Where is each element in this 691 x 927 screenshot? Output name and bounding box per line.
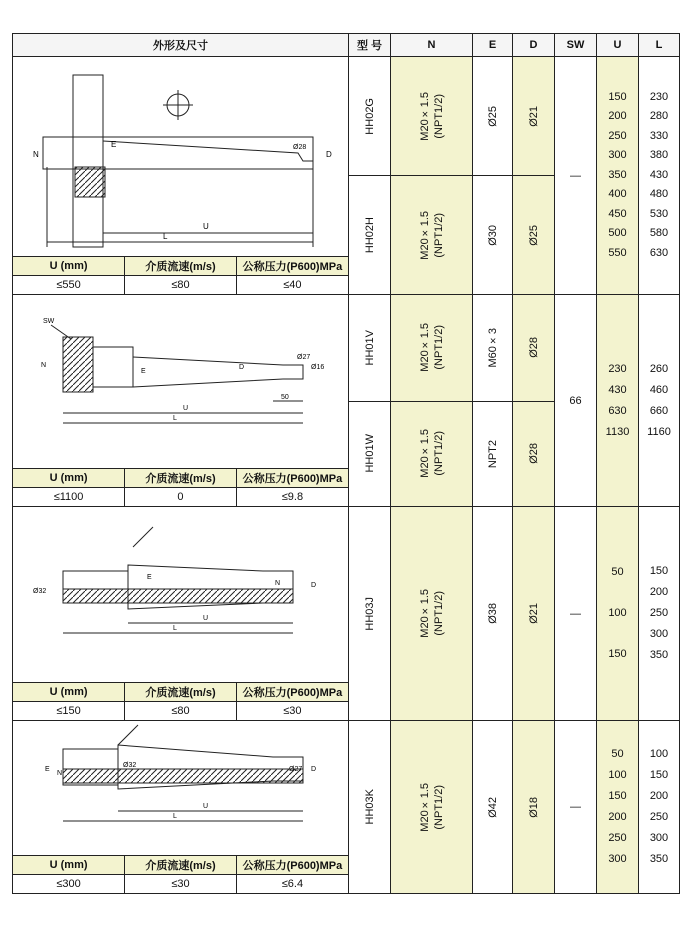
- section-3-l-list: [639, 561, 679, 666]
- section-3-l-cell: [639, 507, 680, 721]
- l-value: 630: [649, 246, 669, 259]
- l-value: 260: [649, 362, 669, 375]
- section-2-label-d27: Ø27: [297, 354, 311, 361]
- section-1-drawing: [13, 57, 347, 253]
- section-2-label-50: 50: [281, 394, 289, 401]
- section-1-label-u: U: [203, 222, 209, 231]
- l-value: 280: [649, 110, 669, 123]
- section-3-u-list: [597, 552, 638, 675]
- e-value: Ø38: [486, 603, 499, 624]
- d-cell: [513, 721, 555, 894]
- section-1-sw-cell: [555, 57, 597, 295]
- l-value: 200: [649, 586, 669, 598]
- section-4-l-cell: [639, 721, 680, 894]
- section-2-drawing: [13, 295, 347, 465]
- section-2-u-cell: [597, 295, 639, 507]
- n-cell: [391, 176, 473, 295]
- section-3-figure-cell: [13, 507, 349, 721]
- u-value: 300: [608, 853, 627, 865]
- u-value: 150: [608, 90, 627, 103]
- u-value: 1130: [605, 425, 630, 438]
- n-value: M20×1.5: [418, 323, 431, 373]
- section-4-sw-cell: [555, 721, 597, 894]
- section-4-spec-speed: ≤30: [125, 875, 237, 894]
- sub-header-speed: 介质流速(m/s): [125, 469, 237, 488]
- section-2-spec-speed: 0: [125, 488, 237, 507]
- l-value: 330: [649, 129, 669, 142]
- section-4-drawing: [13, 721, 347, 852]
- header-n: N: [391, 34, 473, 57]
- section-4-label-n: N: [57, 770, 63, 777]
- section-1-spec-speed: ≤80: [125, 276, 237, 295]
- n-cell: [391, 507, 473, 721]
- header-row: [13, 34, 680, 57]
- model-cell: [349, 57, 391, 176]
- l-value: 660: [649, 404, 669, 417]
- u-value: 50: [611, 566, 624, 578]
- u-value: 430: [608, 383, 627, 396]
- l-value: 430: [649, 168, 669, 181]
- section-1-sw: —: [570, 169, 581, 182]
- sub-header-u: U (mm): [13, 856, 125, 875]
- l-value: 200: [649, 790, 669, 802]
- section-4-sw: —: [570, 801, 581, 813]
- section-4-u-cell: [597, 721, 639, 894]
- model-code: HH03K: [363, 789, 376, 825]
- model-cell: [349, 295, 391, 402]
- section-2-label-sw: SW: [43, 318, 55, 325]
- l-value: 300: [649, 628, 669, 640]
- section-3-label-d: D: [311, 582, 317, 589]
- l-value: 250: [649, 607, 669, 619]
- section-3-u-cell: [597, 507, 639, 721]
- header-l: L: [639, 34, 680, 57]
- model-code: HH01W: [363, 434, 376, 473]
- sub-header-u: U (mm): [13, 683, 125, 702]
- model-cell: [349, 721, 391, 894]
- section-4-u-list: [597, 744, 638, 870]
- section-4-label-l: L: [173, 813, 177, 820]
- l-value: 350: [649, 853, 669, 865]
- d-value: Ø21: [527, 603, 540, 624]
- section-2-spec-table: [13, 468, 348, 506]
- section-1-spec-table: [13, 256, 348, 294]
- l-value: 1160: [647, 425, 671, 438]
- section-2-label-l: L: [173, 415, 177, 422]
- section-4-l-list: [639, 744, 679, 870]
- header-u: U: [597, 34, 639, 57]
- d-cell: [513, 401, 555, 507]
- e-value: NPT2: [486, 439, 499, 468]
- n-npt: (NPT1/2): [432, 431, 445, 477]
- section-4-label-d32: Ø32: [123, 762, 137, 769]
- n-value: M20×1.5: [418, 429, 431, 479]
- n-value: M20×1.5: [418, 782, 431, 832]
- l-value: 480: [649, 188, 669, 201]
- section-3-spec-speed: ≤80: [125, 702, 237, 721]
- l-value: 150: [649, 565, 669, 577]
- u-value: 300: [608, 149, 627, 162]
- n-cell: [391, 721, 473, 894]
- section-3-label-d32: Ø32: [33, 588, 47, 595]
- header-d: D: [513, 34, 555, 57]
- sub-header-pressure: 公称压力(P600)MPa: [236, 257, 348, 276]
- e-value: Ø25: [486, 105, 499, 127]
- n-npt: (NPT1/2): [432, 93, 445, 139]
- section-3-sw-cell: [555, 507, 597, 721]
- e-cell: [473, 507, 513, 721]
- sub-header-pressure: 公称压力(P600)MPa: [236, 856, 348, 875]
- u-value: 200: [608, 110, 627, 123]
- d-cell: [513, 507, 555, 721]
- section-3-label-n: N: [275, 580, 281, 587]
- u-value: 100: [608, 769, 627, 781]
- sub-header-speed: 介质流速(m/s): [125, 683, 237, 702]
- section-2-l-cell: [639, 295, 680, 507]
- header-e: E: [473, 34, 513, 57]
- section-3-label-e: E: [147, 574, 152, 581]
- section-4-spec-pressure: ≤6.4: [236, 875, 348, 894]
- u-value: 350: [608, 168, 627, 181]
- d-value: Ø28: [527, 337, 540, 359]
- section-1-u-list: [597, 88, 638, 264]
- l-value: 300: [649, 832, 669, 844]
- d-value: Ø28: [527, 443, 540, 465]
- section-3-label-l: L: [173, 625, 177, 632]
- n-npt: (NPT1/2): [432, 212, 445, 258]
- n-value: M20×1.5: [418, 210, 431, 260]
- u-value: 500: [608, 227, 627, 240]
- section-4-label-d27: Ø27: [289, 766, 303, 773]
- section-1-label-l: L: [163, 232, 168, 241]
- model-cell: [349, 401, 391, 507]
- section-2-sw: 66: [569, 394, 582, 407]
- section-1-u-cell: [597, 57, 639, 295]
- section-2-spec-u: ≤1100: [13, 488, 125, 507]
- l-value: 250: [649, 811, 669, 823]
- n-cell: [391, 295, 473, 402]
- section-1-l-list: [639, 88, 679, 264]
- section-4-spec-u: ≤300: [13, 875, 125, 894]
- d-cell: [513, 176, 555, 295]
- u-value: 150: [608, 648, 627, 660]
- section-3-label-u: U: [203, 615, 209, 622]
- e-cell: [473, 295, 513, 402]
- section-3-spec-pressure: ≤30: [236, 702, 348, 721]
- spec-table: [12, 33, 680, 894]
- section-4-figure-cell: [13, 721, 349, 894]
- section-4-row: [13, 721, 680, 894]
- e-value: Ø42: [486, 796, 499, 818]
- model-code: HH02H: [363, 216, 376, 254]
- section-4-label-e: E: [45, 766, 50, 773]
- section-3-spec-table: [13, 682, 348, 720]
- model-code: HH02G: [363, 97, 376, 135]
- sub-header-speed: 介质流速(m/s): [125, 257, 237, 276]
- header-sw: SW: [555, 34, 597, 57]
- u-value: 450: [608, 207, 627, 220]
- sub-header-u: U (mm): [13, 257, 125, 276]
- model-cell: [349, 507, 391, 721]
- section-1-spec-pressure: ≤40: [236, 276, 348, 295]
- n-cell: [391, 401, 473, 507]
- section-2-l-list: [639, 359, 679, 443]
- l-value: 460: [649, 383, 669, 396]
- e-cell: [473, 401, 513, 507]
- u-value: 150: [608, 790, 627, 802]
- n-npt: (NPT1/2): [432, 325, 445, 371]
- section-4-label-d: D: [311, 766, 317, 773]
- section-1-label-d28: Ø28: [293, 144, 307, 151]
- section-3-sw: —: [570, 607, 581, 620]
- section-3-row: [13, 507, 680, 721]
- section-1-l-cell: [639, 57, 680, 295]
- section-2-label-d: D: [239, 364, 245, 371]
- u-value: 200: [608, 811, 627, 823]
- e-cell: [473, 721, 513, 894]
- section-4-label-u: U: [203, 803, 209, 810]
- u-value: 50: [611, 748, 624, 760]
- section-2-row-a: [13, 295, 680, 402]
- e-cell: [473, 176, 513, 295]
- e-value: Ø30: [486, 224, 499, 246]
- d-value: Ø18: [527, 796, 540, 818]
- section-1-label-d: D: [326, 150, 332, 159]
- section-1-label-n: N: [33, 150, 39, 159]
- section-3-drawing: [13, 507, 347, 679]
- sub-header-pressure: 公称压力(P600)MPa: [236, 683, 348, 702]
- u-value: 400: [608, 188, 627, 201]
- n-cell: [391, 57, 473, 176]
- section-3-spec-u: ≤150: [13, 702, 125, 721]
- header-model: 型 号: [349, 34, 391, 57]
- n-value: M20×1.5: [418, 589, 431, 638]
- section-2-figure-cell: [13, 295, 349, 507]
- u-value: 230: [608, 362, 627, 375]
- sub-header-pressure: 公称压力(P600)MPa: [236, 469, 348, 488]
- header-shape: 外形及尺寸: [13, 34, 349, 57]
- d-cell: [513, 57, 555, 176]
- spec-table-wrapper: [12, 33, 679, 890]
- l-value: 350: [649, 649, 669, 661]
- u-value: 250: [608, 832, 627, 844]
- u-value: 550: [608, 246, 627, 259]
- section-1-row-a: [13, 57, 680, 176]
- e-cell: [473, 57, 513, 176]
- n-npt: (NPT1/2): [432, 784, 445, 830]
- section-4-spec-table: [13, 855, 348, 893]
- section-2-sw-cell: [555, 295, 597, 507]
- section-1-label-e: E: [111, 140, 117, 149]
- section-1-figure-cell: [13, 57, 349, 295]
- section-2-u-list: [597, 359, 638, 443]
- l-value: 100: [649, 748, 669, 760]
- l-value: 230: [649, 90, 669, 103]
- section-1-spec-u: ≤550: [13, 276, 125, 295]
- section-2-label-n: N: [41, 362, 47, 369]
- l-value: 150: [649, 769, 669, 781]
- d-value: Ø21: [527, 105, 540, 127]
- e-value: M60×3: [486, 327, 499, 368]
- l-value: 530: [649, 207, 669, 220]
- n-value: M20×1.5: [418, 91, 431, 141]
- sub-header-u: U (mm): [13, 469, 125, 488]
- model-code: HH03J: [363, 596, 376, 631]
- model-cell: [349, 176, 391, 295]
- l-value: 580: [649, 227, 669, 240]
- u-value: 100: [608, 607, 627, 619]
- u-value: 630: [608, 404, 627, 417]
- section-2-spec-pressure: ≤9.8: [236, 488, 348, 507]
- model-code: HH01V: [363, 330, 376, 366]
- section-2-label-e: E: [141, 368, 146, 375]
- u-value: 250: [608, 129, 627, 142]
- n-npt: (NPT1/2): [432, 591, 445, 636]
- section-2-label-u: U: [183, 405, 189, 412]
- section-2-label-d16: Ø16: [311, 364, 325, 371]
- sub-header-speed: 介质流速(m/s): [125, 856, 237, 875]
- d-value: Ø25: [527, 224, 540, 246]
- d-cell: [513, 295, 555, 402]
- l-value: 380: [649, 149, 669, 162]
